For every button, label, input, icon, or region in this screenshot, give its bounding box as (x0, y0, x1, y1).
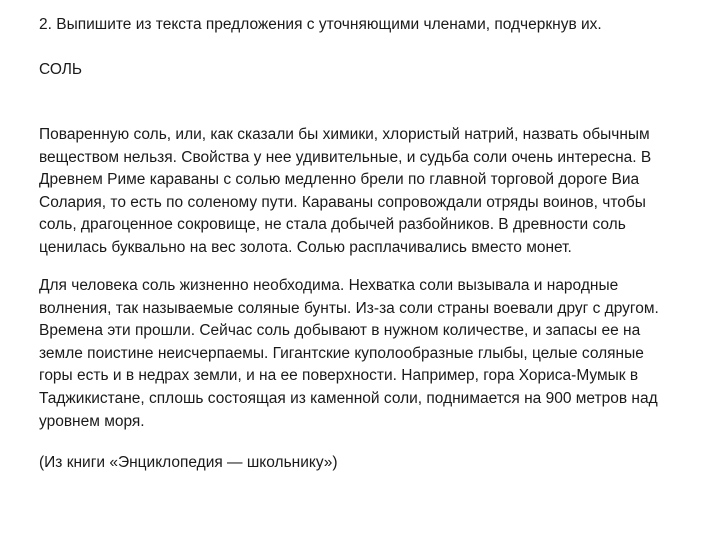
text-line: земле поистине неисчерпаемы. Гигантские куполообразные глыбы, целые соляные (39, 344, 644, 362)
text-line: веществом нельзя. Свойства у нее удивительные, и судьба соли очень интересна. В (39, 148, 652, 166)
text-line: Поваренную соль, или, как сказали бы химики, хлористый натрий, назвать обычным (39, 126, 650, 143)
text-line: уровнем моря. (39, 412, 145, 430)
text-line: Древнем Риме караваны с солью медленно брели по главной торговой дороге Виа (39, 171, 640, 189)
paragraph-1 (39, 124, 651, 260)
task-instruction: 2. Выпишите из текста предложения с уточняющими членами, подчеркнув их. (39, 16, 602, 33)
text-line: горы есть и в недрах земли, и на ее поверхности. Например, гора Хориса-Мумык в (39, 367, 639, 385)
text-line: соль, драгоценное сокровище, не стала добычей разбойников. В древности соль (39, 216, 626, 234)
source-citation: (Из книги «Энциклопедия — школьнику») (39, 454, 338, 471)
text-line: Солария, то есть по соленому пути. Караваны сопровождали отряды воинов, чтобы (39, 193, 646, 211)
text-line: ценилась буквально на вес золота. Солью расплачивались вместо монет. (39, 238, 572, 256)
text-line: Таджикистане, сплошь состоящая из каменной соли, поднимается на 900 метров над (39, 389, 658, 407)
text-line: волнения, так называемые соляные бунты. Из-за соли страны воевали друг с другом. (39, 299, 659, 317)
paragraph-2 (39, 275, 659, 433)
text-title: СОЛЬ (39, 61, 83, 78)
text-line: Времена эти прошли. Сейчас соль добывают в нужном количестве, и запасы ее на (39, 322, 641, 340)
text-line: Для человека соль жизненно необходима. Нехватка соли вызывала и народные (39, 277, 619, 294)
